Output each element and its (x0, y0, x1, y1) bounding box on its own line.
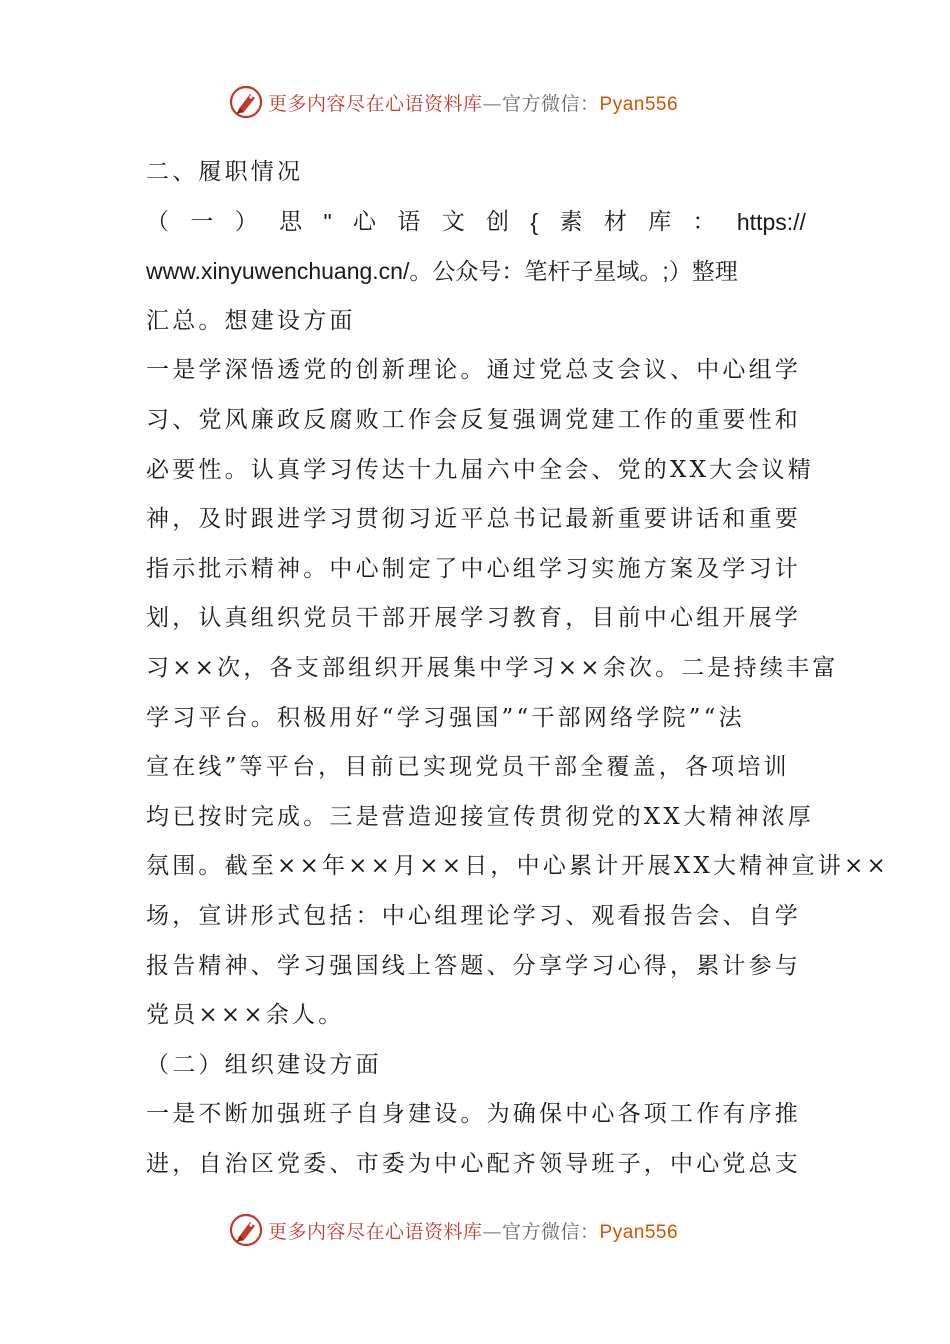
line-char: 材 (603, 208, 627, 235)
banner-wechat-id: Pyan556 (599, 1221, 679, 1243)
paragraph-line: 划，认真组织党员干部开展学习教育，目前中心组开展学 (146, 605, 801, 632)
banner-main-text: 更多内容尽在心语资料库 (268, 92, 483, 115)
line-char: 文 (441, 208, 465, 235)
url-text: www.xinyuwenchuang.cn/。公众号：笔杆子星域。;）整理 (146, 258, 738, 285)
paragraph-line: 宣在线”等平台，目前已实现党员干部全覆盖，各项培训 (146, 754, 790, 781)
subsection-heading: （二）组织建设方面 (146, 1051, 382, 1078)
banner-dash: — (482, 1220, 503, 1243)
paragraph-1 (146, 346, 889, 1040)
banner-wechat-label: 官方微信： (502, 92, 600, 115)
paragraph-line: 一是不断加强班子自身建设。为确保中心各项工作有序推 (146, 1101, 801, 1128)
paragraph-2 (146, 1090, 806, 1189)
line-char: 语 (397, 208, 421, 235)
paragraph-line: 场，宣讲形式包括：中心组理论学习、观看报告会、自学 (146, 902, 801, 929)
line-char: 创 (486, 208, 510, 235)
paragraph-line: 必要性。认真学习传达十九届六中全会、党的XX大会议精 (146, 456, 814, 483)
line-char: https:// (736, 208, 806, 235)
paragraph-line: 指示批示精神。中心制定了中心组学习实施方案及学习计 (146, 555, 801, 582)
line-char: " (323, 208, 332, 235)
paragraph-line: 均已按时完成。三是营造迎接宣传贯彻党的XX大精神浓厚 (146, 803, 814, 830)
paragraph-line: 神，及时跟进学习贯彻习近平总书记最新重要讲话和重要 (146, 506, 801, 533)
line-char: 心 (352, 208, 376, 235)
line-char: 思 (279, 208, 303, 235)
justified-line-1 (146, 198, 806, 248)
paragraph-line: 进，自治区党委、市委为中心配齐领导班子，中心党总支 (146, 1150, 801, 1177)
line-char: （ (146, 208, 169, 235)
paragraph-line: 报告精神、学习强国线上答题、分享学习心得，累计参与 (146, 952, 801, 979)
line-char: ： (692, 208, 716, 235)
section-heading: 二、履职情况 (146, 159, 304, 185)
banner-wechat-id: Pyan556 (599, 93, 679, 115)
paragraph-line: 汇总。想建设方面 (146, 307, 356, 334)
line-char: 素 (559, 208, 583, 235)
banner-wechat-label: 官方微信： (502, 1220, 600, 1243)
banner-main-text: 更多内容尽在心语资料库 (268, 1220, 483, 1243)
pen-nib-logo-icon (228, 84, 264, 120)
document-body (146, 148, 889, 1189)
paragraph-line: 学习平台。积极用好“学习强国”“干部网络学院”“法 (146, 704, 745, 731)
line-char: 库 (648, 208, 672, 235)
paragraph-line: 党员×××余人。 (146, 1002, 345, 1029)
line-char: { (530, 208, 539, 235)
line-char: 一 (190, 208, 214, 235)
pen-nib-logo-icon (228, 1212, 264, 1248)
paragraph-line: 一是学深悟透党的创新理论。通过党总支会议、中心组学 (146, 357, 801, 384)
header-watermark-banner (0, 82, 950, 122)
paragraph-line: 习、党风廉政反腐败工作会反复强调党建工作的重要性和 (146, 406, 801, 433)
line-char: ） (234, 208, 258, 235)
footer-watermark-banner (0, 1210, 950, 1250)
banner-dash: — (482, 92, 503, 115)
paragraph-line: 氛围。截至××年××月××日，中心累计开展XX大精神宣讲×× (146, 853, 889, 880)
paragraph-line: 习××次，各支部组织开展集中学习××余次。二是持续丰富 (146, 654, 839, 681)
paragraph-line (146, 247, 806, 297)
